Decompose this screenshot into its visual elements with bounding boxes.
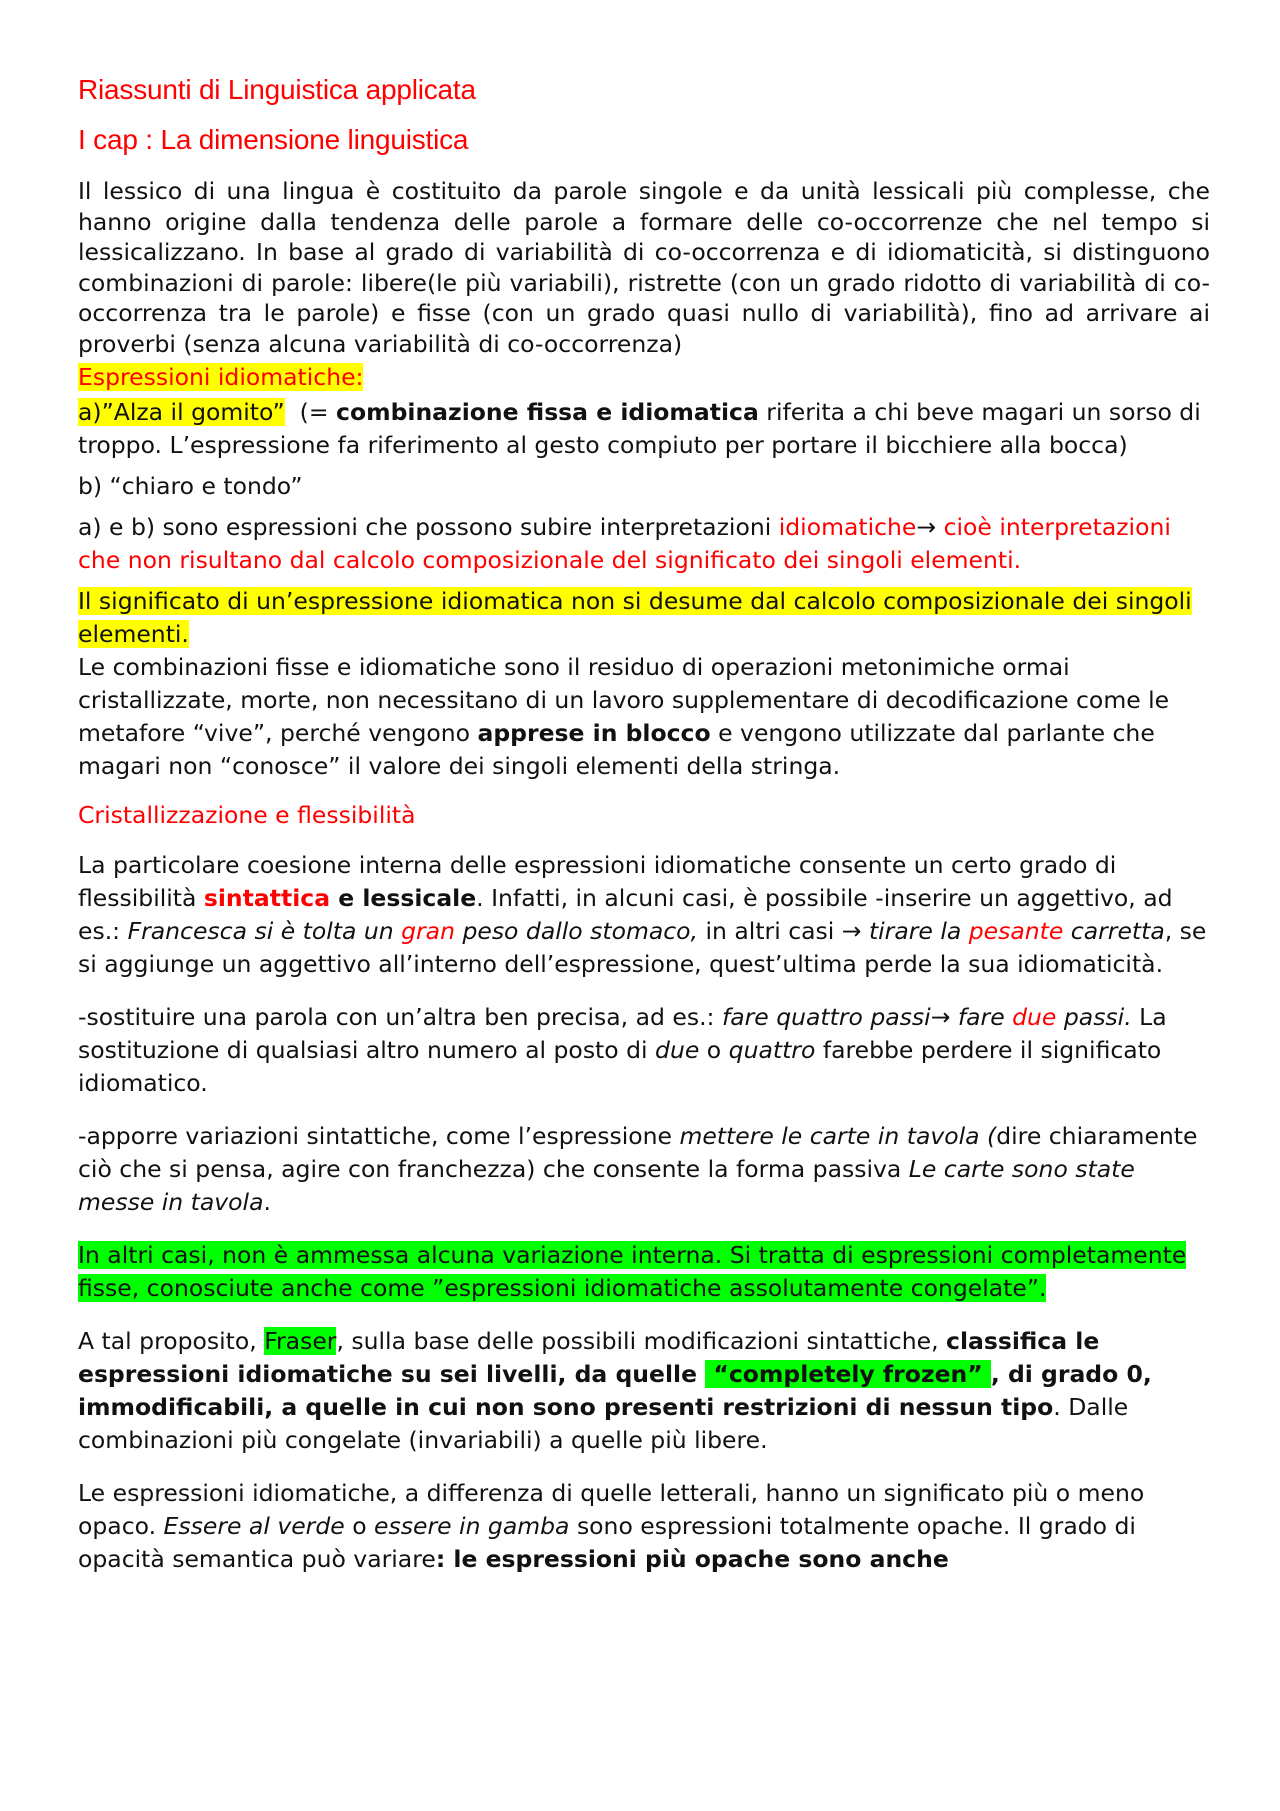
substitution-paragraph: -sostituire una parola con un’altra ben precisa, ad es.: fare quattro passi→ fare due passi. La sostituzione di qualsiasi altro numero al posto di due o quattro farebbe perdere il significato idiomatico. bbox=[78, 1003, 1167, 1097]
chapter-title: I cap : La dimensione linguistica bbox=[78, 124, 469, 155]
highlighted-definition: Il significato di un’espressione idiomatica non si desume dal calcolo composizionale dei singoli elementi. bbox=[78, 587, 1192, 648]
fixed-combinations-paragraph: Le combinazioni fisse e idiomatiche sono il residuo di operazioni metonimiche ormai cristallizzate, morte, non necessitano di un lavoro supplementare di decodificazione come le metafore “vive”, perché vengono apprese in blocco e vengono utilizzate dal parlante che magari non “conosce” il valore dei singoli elementi della stringa. bbox=[78, 653, 1170, 780]
fraser-paragraph: A tal proposito, Fraser, sulla base delle possibili modificazioni sintattiche, classifica le espressioni idiomatiche su sei livelli, da quelle “completely frozen” , di grado 0, immodificabili, a quelle in cui non sono presenti restrizioni di nessun tipo. Dalle combinazioni più congelate (invariabili) a quelle più libere. bbox=[78, 1327, 1152, 1454]
document-title: Riassunti di Linguistica applicata bbox=[78, 74, 476, 105]
intro-paragraph: Il lessico di una lingua è costituito da parole singole e da unità lessicali più complesse, che hanno origine dalla tendenza delle parole a formare delle co-occorrenze che nel tempo si lessicalizzano. In base al grado di variabilità di co-occorrenza e di idiomaticità, si distinguono combinazioni di parole: libere(le più variabili), ristrette (con un grado ridotto di variabilità di co-occorrenza tra le parole) e fisse (con un grado quasi nullo di variabilità), fino ad arrivare ai proverbi (senza alcuna variabilità di co-occorrenza) bbox=[78, 177, 1210, 358]
opacity-paragraph: Le espressioni idiomatiche, a differenza di quelle letterali, hanno un significato più o meno opaco. Essere al verde o essere in gamba sono espressioni totalmente opache. Il grado di opacità semantica può variare: le espressioni più opache sono anche bbox=[78, 1479, 1145, 1573]
examples-interpretation: a) e b) sono espressioni che possono subire interpretazioni idiomatiche→ cioè interpretazioni che non risultano dal calcolo composizionale del significato dei singoli elementi. bbox=[78, 513, 1171, 574]
example-b: b) “chiaro e tondo” bbox=[78, 472, 303, 500]
frozen-expressions-paragraph: In altri casi, non è ammessa alcuna variazione interna. Si tratta di espressioni completamente fisse, conosciute anche come ”espressioni idiomatiche assolutamente congelate”. bbox=[78, 1241, 1187, 1302]
syntactic-variation-paragraph: -apporre variazioni sintattiche, come l’espressione mettere le carte in tavola (dire chiaramente ciò che si pensa, agire con franchezza) che consente la forma passiva Le carte sono state messe in tavola. bbox=[78, 1122, 1198, 1216]
example-a: a)”Alza il gomito” (= combinazione fissa e idiomatica riferita a chi beve magari un sorso di troppo. L’espressione fa riferimento al gesto compiuto per portare il bicchiere alla bocca) bbox=[78, 398, 1201, 459]
idioms-heading: Espressioni idiomatiche: bbox=[78, 363, 364, 391]
section-heading: Cristallizzazione e flessibilità bbox=[78, 801, 416, 829]
flexibility-paragraph: La particolare coesione interna delle espressioni idiomatiche consente un certo grado di flessibilità sintattica e lessicale. Infatti, in alcuni casi, è possibile -inserire un aggettivo, ad es.: Francesca si è tolta un gran peso dallo stomaco, in altri casi → tirare la pesante carretta, se si aggiunge un aggettivo all’interno dell’espressione, quest’ultima perde la sua idiomaticità. bbox=[78, 851, 1207, 978]
